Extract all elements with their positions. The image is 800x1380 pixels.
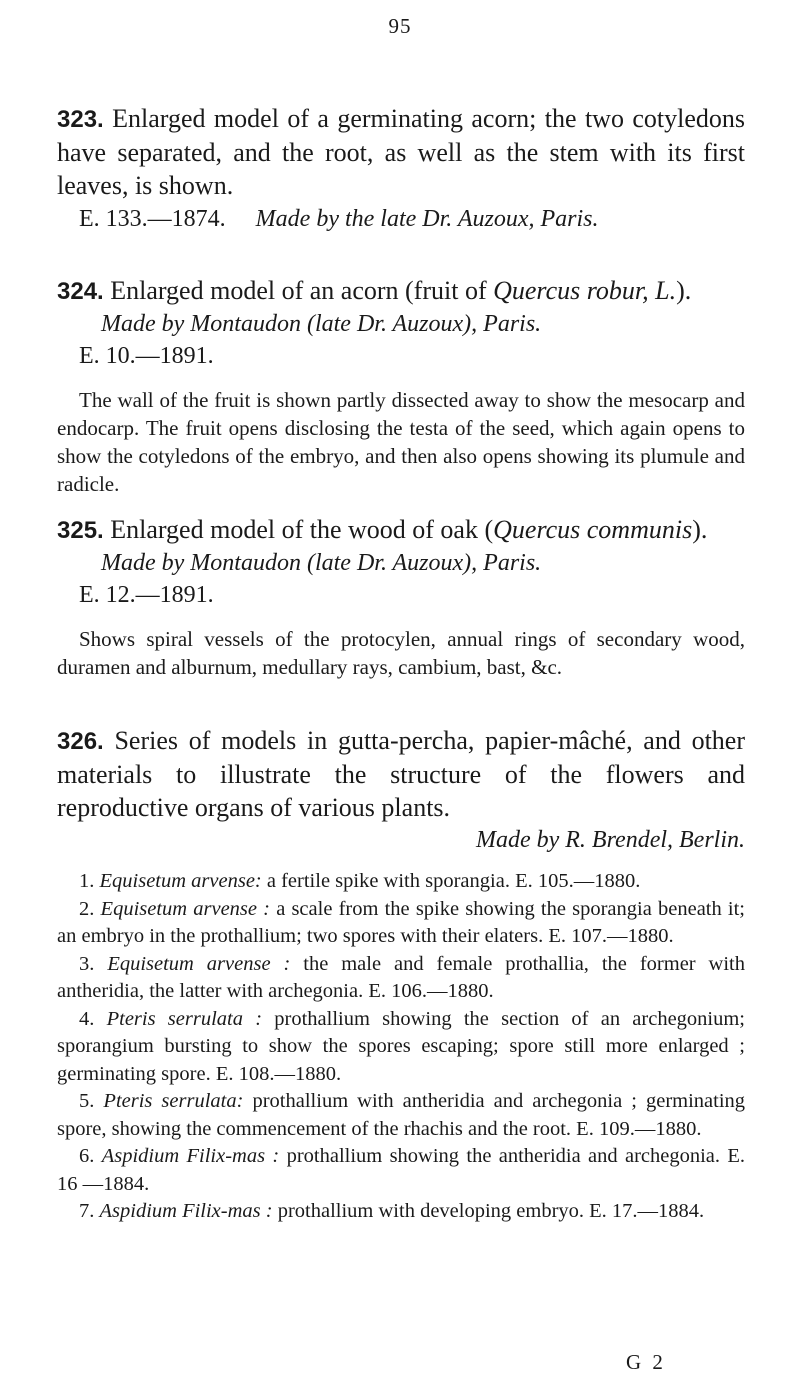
maker-credit: Made by Montaudon (late Dr. Auzoux), Paris. bbox=[101, 311, 542, 337]
list-item bbox=[57, 1198, 745, 1226]
item-number: 7. bbox=[79, 1200, 95, 1222]
item-number: 3. bbox=[79, 952, 95, 975]
list-item bbox=[57, 896, 745, 951]
entry-text-close: ). bbox=[676, 276, 692, 305]
species-name: Pteris serrulata: bbox=[103, 1090, 244, 1112]
item-number: 2. bbox=[79, 897, 95, 920]
item-text: prothallium with antheridia and archegonia ; germinating spore, showing the commencement of the rhachis and the root. E. 109.—1880. bbox=[57, 1090, 746, 1140]
species-name: Equisetum arvense : bbox=[100, 897, 271, 920]
entry-heading bbox=[57, 274, 745, 308]
entry-ref-line bbox=[57, 203, 745, 235]
species-name: Equisetum arvense : bbox=[107, 952, 291, 975]
maker-credit: Made by the late Dr. Auzoux, Paris. bbox=[255, 206, 599, 232]
list-item bbox=[57, 1088, 745, 1143]
entry-number: 325. bbox=[57, 517, 104, 544]
item-number: 6. bbox=[79, 1145, 95, 1167]
page-number: 95 bbox=[388, 14, 412, 38]
species-name: Equisetum arvense: bbox=[99, 870, 262, 892]
item-text: prothallium showing the section of an archegonium; sporangium bursting to show the spores escaping; spore still more enlarged ; germinating spore. E. 108.—1880. bbox=[57, 1007, 746, 1085]
accession-number: E. 12.—1891. bbox=[79, 582, 214, 608]
entry-heading bbox=[57, 102, 745, 202]
item-number: 4. bbox=[79, 1007, 95, 1030]
item-number: 5. bbox=[79, 1090, 95, 1112]
entry-heading bbox=[57, 513, 745, 547]
catalogue-entry-323 bbox=[57, 102, 745, 235]
entry-number: 324. bbox=[57, 278, 104, 305]
list-item bbox=[57, 951, 745, 1006]
maker-credit: Made by R. Brendel, Berlin. bbox=[475, 827, 745, 853]
entry-text: Enlarged model of an acorn (fruit of bbox=[110, 276, 487, 305]
catalogue-entry-325 bbox=[57, 513, 745, 681]
list-item bbox=[57, 1143, 745, 1198]
entry-heading bbox=[57, 724, 745, 824]
item-number: 1. bbox=[79, 870, 95, 892]
entry-number: 323. bbox=[57, 106, 104, 133]
entry-text-close: ). bbox=[692, 515, 708, 544]
model-list bbox=[57, 868, 745, 1226]
species-name: Quercus robur, L. bbox=[493, 276, 677, 305]
species-name: Aspidium Filix-mas : bbox=[99, 1200, 273, 1222]
species-name: Quercus communis bbox=[493, 515, 693, 544]
catalogue-entry-324 bbox=[57, 274, 745, 498]
accession-number: E. 133.—1874. bbox=[79, 206, 226, 232]
entry-number: 326. bbox=[57, 728, 104, 755]
species-name: Aspidium Filix-mas : bbox=[101, 1145, 280, 1167]
accession-number: E. 10.—1891. bbox=[79, 343, 214, 369]
species-name: Pteris serrulata : bbox=[106, 1007, 263, 1030]
list-item bbox=[57, 868, 745, 896]
entry-text: Enlarged model of the wood of oak ( bbox=[110, 515, 494, 544]
entry-text: Series of models in gutta-percha, papier-mâché, and other materials to illustrate the structure of the flowers and reproductive organs of various plants. bbox=[57, 726, 746, 822]
item-text: the male and female prothallia, the former with antheridia, the latter with archegonia. E. 106.—1880. bbox=[57, 952, 745, 1002]
entry-description: Shows spiral vessels of the protocylen, annual rings of secondary wood, duramen and alburnum, medullary rays, cambium, bast, &c. bbox=[57, 627, 745, 679]
entry-description: The wall of the fruit is shown partly dissected away to show the mesocarp and endocarp. The fruit opens disclosing the testa of the seed, which again opens to show the cotyledons of the embryo, and then also opens showing its plumule and radicle. bbox=[57, 388, 745, 496]
list-item bbox=[57, 1006, 745, 1089]
item-text: prothallium showing the antheridia and archegonia. E. 16 —1884. bbox=[57, 1145, 746, 1195]
maker-credit: Made by Montaudon (late Dr. Auzoux), Paris. bbox=[101, 550, 542, 576]
item-text: a fertile spike with sporangia. E. 105.—1880. bbox=[266, 870, 641, 892]
item-text: prothallium with developing embryo. E. 17.—1884. bbox=[277, 1200, 705, 1222]
catalogue-entry-326 bbox=[57, 724, 745, 1226]
entry-text: Enlarged model of a germinating acorn; the two cotyledons have separated, and the root, as well as the stem with its first leaves, is shown. bbox=[57, 104, 745, 200]
item-text: a scale from the spike showing the sporangia beneath it; an embryo in the prothallium; two spores with their elaters. E. 107.—1880. bbox=[57, 897, 745, 947]
signature-mark: G 2 bbox=[626, 1350, 666, 1374]
